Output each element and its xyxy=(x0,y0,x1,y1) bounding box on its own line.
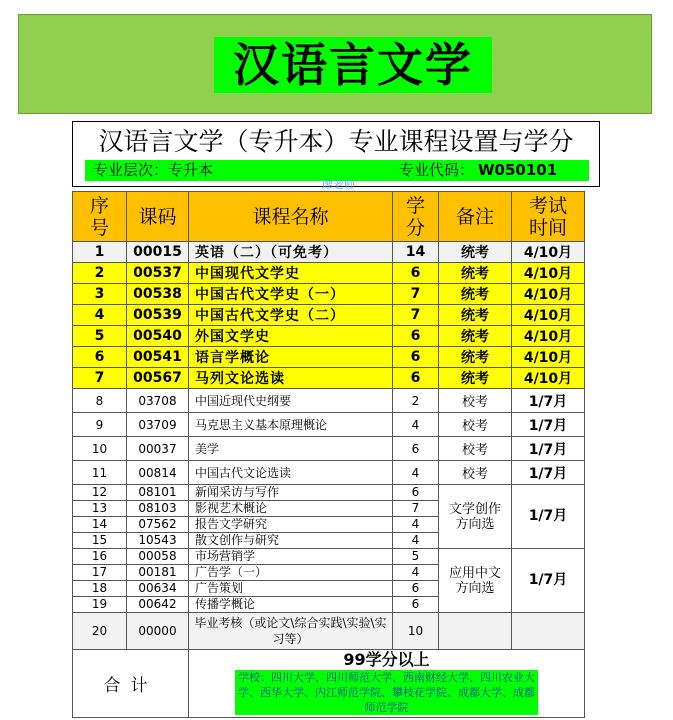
exam-time: 4/10月 xyxy=(512,263,585,284)
credits: 6 xyxy=(393,597,439,613)
note: 统考 xyxy=(439,326,512,347)
course-name: 市场营销学 xyxy=(189,549,393,565)
total-label: 合计 xyxy=(73,650,189,718)
credits: 10 xyxy=(393,613,439,650)
code: 00181 xyxy=(127,565,189,581)
credits: 4 xyxy=(393,533,439,549)
table-row xyxy=(73,284,585,305)
major-code xyxy=(399,160,557,181)
course-name: 外国文学史 xyxy=(189,326,393,347)
major-code-label: 专业代码： xyxy=(399,161,475,179)
course-name: 中国近现代史纲要 xyxy=(189,389,393,413)
code: 10543 xyxy=(127,533,189,549)
credits: 4 xyxy=(393,461,439,485)
exam-time: 1/7月 xyxy=(512,437,585,461)
seq: 14 xyxy=(73,517,127,533)
course-name: 马克思主义基本原理概论 xyxy=(189,413,393,437)
seq: 5 xyxy=(73,326,127,347)
credits: 6 xyxy=(393,581,439,597)
seq: 13 xyxy=(73,501,127,517)
code: 00634 xyxy=(127,581,189,597)
seq: 3 xyxy=(73,284,127,305)
credits: 14 xyxy=(393,242,439,263)
table-row xyxy=(73,368,585,389)
credits: 6 xyxy=(393,368,439,389)
note: 校考 xyxy=(439,413,512,437)
banner-title: 汉语言文学 xyxy=(214,37,492,93)
credits: 4 xyxy=(393,517,439,533)
school-list: 学校：四川大学、四川师范大学、西南财经大学、四川农业大学、西华大学、内江师范学院、攀枝花学院、成都大学、成都师范学院 xyxy=(235,670,538,715)
code: 08101 xyxy=(127,485,189,501)
seq: 12 xyxy=(73,485,127,501)
note: 统考 xyxy=(439,263,512,284)
table-row xyxy=(73,413,585,437)
seq: 9 xyxy=(73,413,127,437)
group-a-note: 文学创作方向选 xyxy=(439,485,512,549)
seq: 17 xyxy=(73,565,127,581)
course-name: 马列文论选读 xyxy=(189,368,393,389)
header-note: 备注 xyxy=(439,192,512,242)
table-row xyxy=(73,263,585,284)
course-name: 广告学（一） xyxy=(189,565,393,581)
exam-time: 1/7月 xyxy=(512,389,585,413)
note: 统考 xyxy=(439,242,512,263)
code: 00567 xyxy=(127,368,189,389)
seq: 19 xyxy=(73,597,127,613)
seq: 18 xyxy=(73,581,127,597)
seq: 6 xyxy=(73,347,127,368)
header-credits: 学分 xyxy=(393,192,439,242)
note: 校考 xyxy=(439,437,512,461)
table-row xyxy=(73,613,585,650)
credits: 7 xyxy=(393,501,439,517)
code: 00058 xyxy=(127,549,189,565)
group-b-note: 应用中文方向选 xyxy=(439,549,512,613)
exam-time: 4/10月 xyxy=(512,326,585,347)
seq: 20 xyxy=(73,613,127,650)
credits: 4 xyxy=(393,565,439,581)
total-credits: 99学分以上 xyxy=(343,650,430,669)
note: 校考 xyxy=(439,389,512,413)
credits: 6 xyxy=(393,326,439,347)
table-header xyxy=(73,192,585,242)
code: 03709 xyxy=(127,413,189,437)
exam-time: 1/7月 xyxy=(512,461,585,485)
course-name: 广告策划 xyxy=(189,581,393,597)
course-name: 影视艺术概论 xyxy=(189,501,393,517)
code: 00539 xyxy=(127,305,189,326)
credits: 7 xyxy=(393,305,439,326)
code: 00540 xyxy=(127,326,189,347)
credits: 5 xyxy=(393,549,439,565)
total-content xyxy=(189,650,585,718)
note: 校考 xyxy=(439,461,512,485)
credits: 4 xyxy=(393,413,439,437)
course-name: 美学 xyxy=(189,437,393,461)
course-name: 传播学概论 xyxy=(189,597,393,613)
note: 统考 xyxy=(439,347,512,368)
code: 00642 xyxy=(127,597,189,613)
note-empty xyxy=(439,613,512,650)
seq: 11 xyxy=(73,461,127,485)
table-row xyxy=(73,347,585,368)
group-a-exam-time: 1/7月 xyxy=(512,485,585,549)
course-name: 中国古代文论选读 xyxy=(189,461,393,485)
note: 统考 xyxy=(439,368,512,389)
seq: 4 xyxy=(73,305,127,326)
table-row xyxy=(73,549,585,565)
code: 00537 xyxy=(127,263,189,284)
code: 00541 xyxy=(127,347,189,368)
exam-time: 4/10月 xyxy=(512,242,585,263)
total-row xyxy=(73,650,585,718)
major-code-value: W050101 xyxy=(478,161,558,179)
credits: 7 xyxy=(393,284,439,305)
seq: 16 xyxy=(73,549,127,565)
exam-time: 1/7月 xyxy=(512,413,585,437)
code: 00814 xyxy=(127,461,189,485)
course-name: 毕业考核（或论文\综合实践\实验\实习等） xyxy=(189,613,393,650)
note: 统考 xyxy=(439,284,512,305)
major-level: 专业层次：专升本 xyxy=(93,161,214,179)
table-row xyxy=(73,242,585,263)
seq: 1 xyxy=(73,242,127,263)
table-row xyxy=(73,326,585,347)
code: 00015 xyxy=(127,242,189,263)
header-code: 课码 xyxy=(127,192,189,242)
table-row xyxy=(73,305,585,326)
credits: 6 xyxy=(393,263,439,284)
table-row xyxy=(73,389,585,413)
credits: 6 xyxy=(393,347,439,368)
group-b-exam-time: 1/7月 xyxy=(512,549,585,613)
code: 00000 xyxy=(127,613,189,650)
exam-time: 4/10月 xyxy=(512,368,585,389)
exam-time-empty xyxy=(512,613,585,650)
exam-time: 4/10月 xyxy=(512,347,585,368)
seq: 8 xyxy=(73,389,127,413)
note: 统考 xyxy=(439,305,512,326)
course-name: 中国古代文学史（二） xyxy=(189,305,393,326)
table-row xyxy=(73,461,585,485)
subheading-title: 汉语言文学（专升本）专业课程设置与学分 xyxy=(98,127,574,156)
credits: 6 xyxy=(393,437,439,461)
course-table xyxy=(72,191,585,718)
code: 07562 xyxy=(127,517,189,533)
exam-time: 4/10月 xyxy=(512,305,585,326)
course-name: 语言学概论 xyxy=(189,347,393,368)
code: 03708 xyxy=(127,389,189,413)
seq: 10 xyxy=(73,437,127,461)
course-name: 英语（二）（可免考） xyxy=(189,242,393,263)
credits: 2 xyxy=(393,389,439,413)
header-exam-time: 考试时间 xyxy=(512,192,585,242)
seq: 2 xyxy=(73,263,127,284)
credits: 6 xyxy=(393,485,439,501)
watermark: 廖老师 xyxy=(322,178,355,191)
course-name: 散文创作与研究 xyxy=(189,533,393,549)
header-seq: 序号 xyxy=(73,192,127,242)
course-name: 中国古代文学史（一） xyxy=(189,284,393,305)
header-name: 课程名称 xyxy=(189,192,393,242)
seq: 15 xyxy=(73,533,127,549)
course-name: 中国现代文学史 xyxy=(189,263,393,284)
code: 08103 xyxy=(127,501,189,517)
table-row xyxy=(73,437,585,461)
exam-time: 4/10月 xyxy=(512,284,585,305)
seq: 7 xyxy=(73,368,127,389)
course-name: 报告文学研究 xyxy=(189,517,393,533)
title-banner xyxy=(18,14,652,114)
code: 00538 xyxy=(127,284,189,305)
table-row xyxy=(73,485,585,501)
code: 00037 xyxy=(127,437,189,461)
course-name: 新闻采访与写作 xyxy=(189,485,393,501)
